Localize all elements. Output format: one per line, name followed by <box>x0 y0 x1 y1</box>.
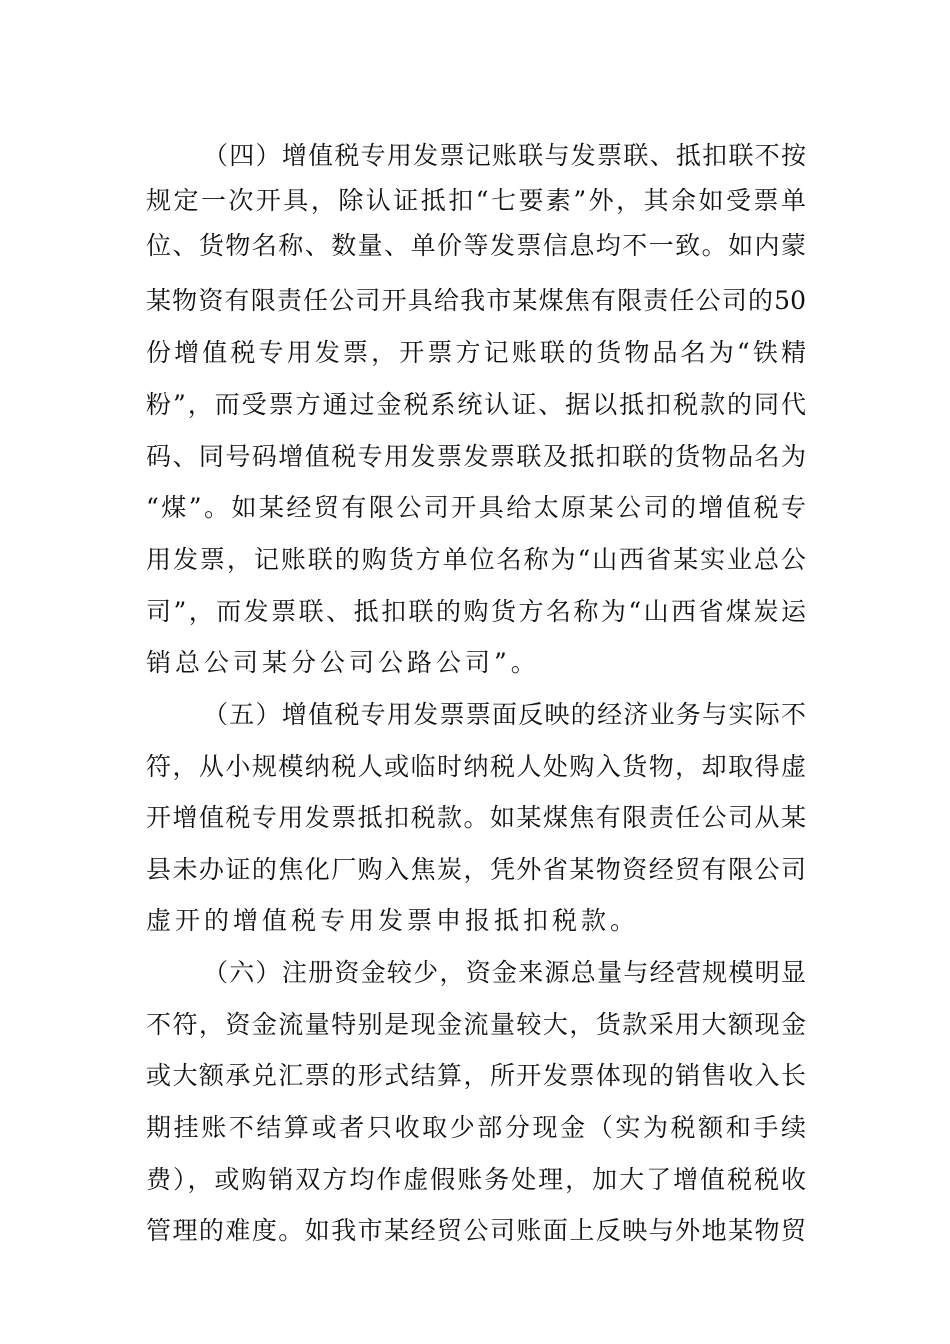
paragraph-6-line-3: 或大额承兑汇票的形式结算，所开发票体现的销售收入长 <box>146 1061 806 1090</box>
paragraph-6-line-6: 管理的难度。如我市某经贸公司账面上反映与外地某物贸 <box>146 1216 806 1245</box>
paragraph-6-line-1: （六）注册资金较少，资金来源总量与经营规模明显 <box>203 958 806 987</box>
paragraph-6-line-2: 不符，资金流量特别是现金流量较大，货款采用大额现金 <box>146 1010 806 1039</box>
paragraph-4-line-11: 销总公司某分公司公路公司”。 <box>146 648 540 677</box>
paragraph-5-line-1: （五）增值税专用发票票面反映的经济业务与实际不 <box>203 700 806 729</box>
paragraph-5-line-4: 县未办证的焦化厂购入焦炭，凭外省某物资经贸有限公司 <box>146 855 806 884</box>
paragraph-4-line-5: 份增值税专用发票，开票方记账联的货物品名为“铁精 <box>146 338 806 367</box>
paragraph-6-line-4: 期挂账不结算或者只收取少部分现金（实为税额和手续 <box>146 1113 806 1142</box>
paragraph-4-line-9: 用发票，记账联的购货方单位名称为“山西省某实业总公 <box>146 545 806 574</box>
paragraph-4-line-8: “煤”。如某经贸有限公司开具给太原某公司的增值税专 <box>146 493 806 522</box>
paragraph-4-line-4: 某物资有限责任公司开具给我市某煤焦有限责任公司的50 <box>146 286 806 315</box>
paragraph-5-line-5: 虚开的增值税专用发票申报抵扣税款。 <box>146 906 640 935</box>
paragraph-4-line-2: 规定一次开具，除认证抵扣“七要素”外，其余如受票单 <box>146 186 806 215</box>
paragraph-4-line-7: 码、同号码增值税专用发票发票联及抵扣联的货物品名为 <box>146 442 806 471</box>
paragraph-4-line-1: （四）增值税专用发票记账联与发票联、抵扣联不按 <box>203 141 806 170</box>
paragraph-6-line-5: 费），或购销双方均作虚假账务处理，加大了增值税税收 <box>146 1165 806 1194</box>
paragraph-4-line-3: 位、货物名称、数量、单价等发票信息均不一致。如内蒙 <box>146 231 806 260</box>
paragraph-4-line-6: 粉”，而受票方通过金税系统认证、据以抵扣税款的同代 <box>146 390 806 419</box>
paragraph-5-line-2: 符，从小规模纳税人或临时纳税人处购入货物，却取得虚 <box>146 752 806 781</box>
paragraph-5-line-3: 开增值税专用发票抵扣税款。如某煤焦有限责任公司从某 <box>146 803 806 832</box>
paragraph-4-line-10: 司”，而发票联、抵扣联的购货方名称为“山西省煤炭运 <box>146 597 806 626</box>
